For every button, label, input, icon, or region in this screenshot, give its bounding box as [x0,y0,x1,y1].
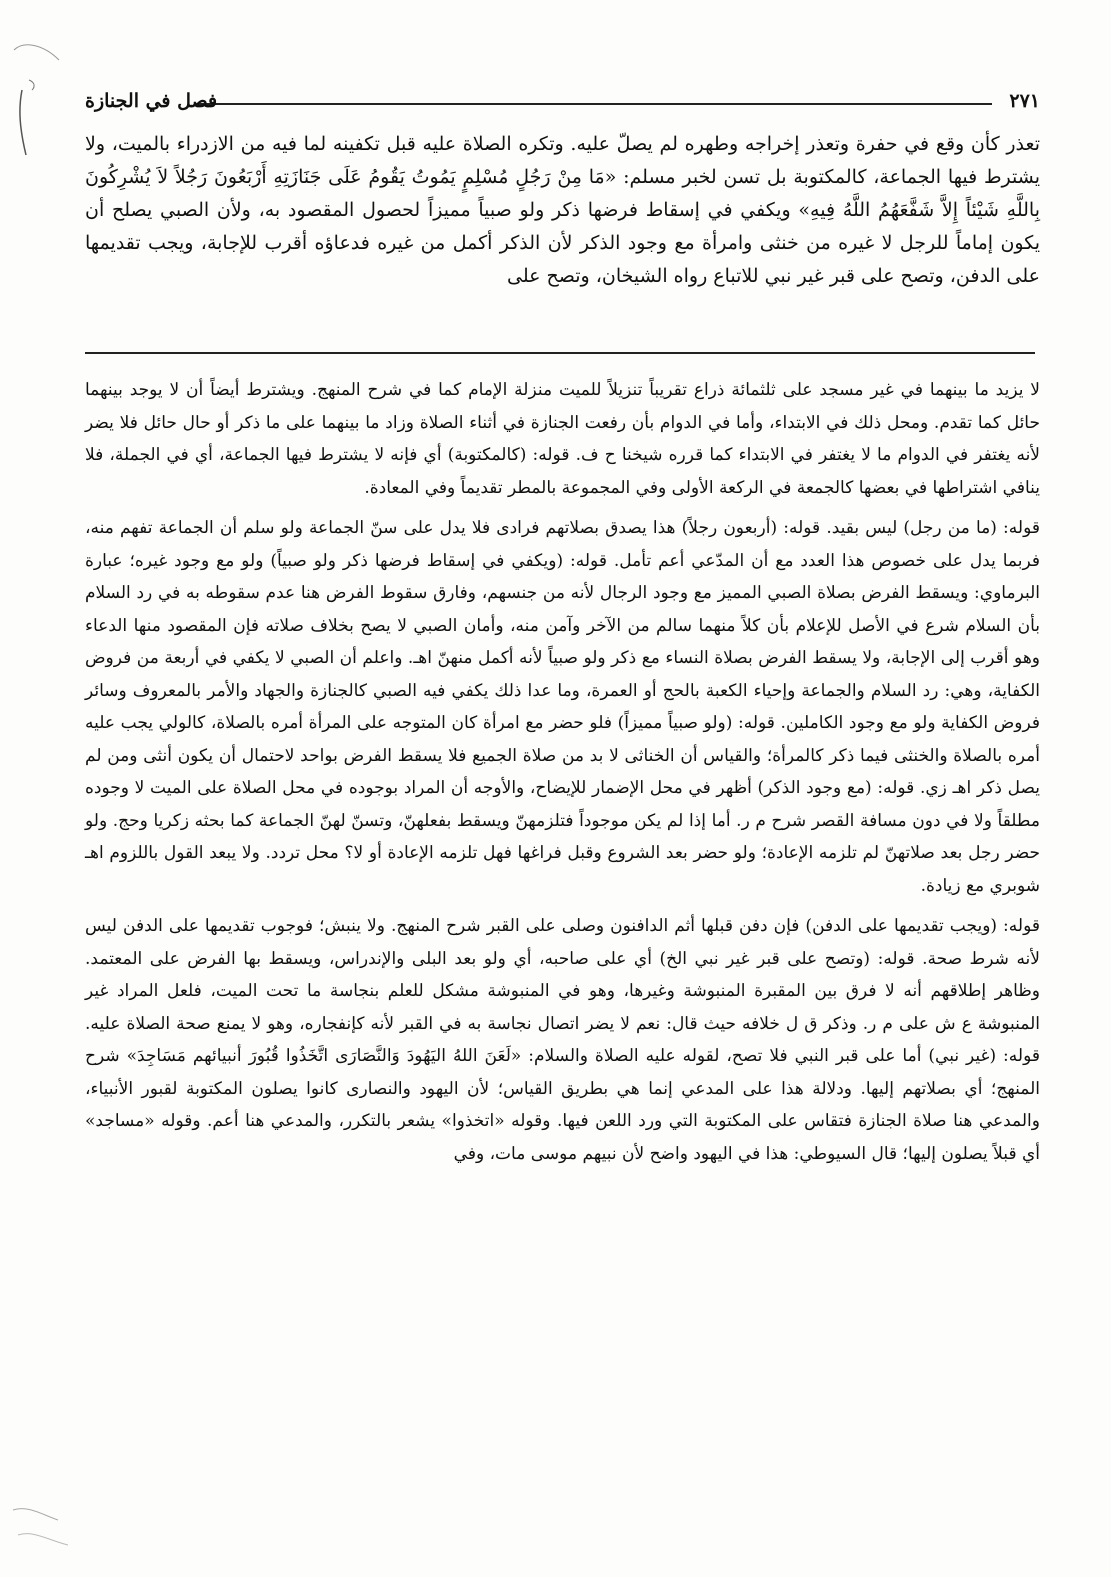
page-number: ٢٧١ [1009,90,1040,112]
page-header [85,90,1040,116]
scan-corner-mark [8,1490,78,1560]
chapter-title: فصل في الجنازة [85,90,218,112]
commentary-notes [85,374,1040,1174]
footnote-divider [85,352,1035,354]
main-text [85,128,1040,293]
main-paragraph: تعذر كأن وقع في حفرة وتعذر إخراجه وطهره لم يصلّ عليه. وتكره الصلاة عليه قبل تكفينه لما فيه من الازدراء بالميت، ولا يشترط فيها الجماعة، كالمكتوبة بل تسن لخبر مسلم: «مَا مِنْ رَجُلٍ مُسْلِمٍ يَمُوتُ يَقُومُ عَلَى جَنَازَتِهِ أَرْبَعُونَ رَجُلاً لاَ يُشْرِكُونَ بِاللَّهِ شَيْئاً إِلاَّ شَفَّعَهُمُ اللَّهُ فِيهِ» ويكفي في إسقاط فرضها ذكر ولو صبياً مميزاً لحصول المقصود به، ولأن الصبي يصلح أن يكون إماماً للرجل لا غيره من خنثى وامرأة مع وجود الذكر لأن الذكر أكمل من غيره فدعاؤه أقرب للإجابة، ويجب تقديمها على الدفن، وتصح على قبر غير نبي للاتباع رواه الشيخان، وتصح على [85,133,1040,287]
header-rule [195,103,992,105]
scan-edge-mark [4,20,64,160]
note-paragraph-2: قوله: (ما من رجل) ليس بقيد. قوله: (أربعون رجلاً) هذا يصدق بصلاتهم فرادى فلا يدل على سنّ الجماعة ولو سلم أن الجماعة تفهم منه، فربما يدل على خصوص هذا العدد مع أن المدّعي أعم تأمل. قوله: (ويكفي في إسقاط فرضها ذكر ولو صبياً) ولو مع وجود غيره؛ عبارة البرماوي: ويسقط الفرض بصلاة الصبي المميز مع وجود الرجال لأنه من جنسهم، وفارق سقوط الفرض هنا عدم سقوطه به في رد السلام بأن السلام شرع في الأصل للإعلام بأن كلاً منهما سالم من الآخر وآمن منه، وأمان الصبي لا يصح بخلاف صلاته فإن المقصود منها الدعاء وهو أقرب إلى الإجابة، ولا يسقط الفرض بصلاة النساء مع ذكر ولو صبياً لأنه أكمل منهنّ اهـ. واعلم أن الصبي لا يكفي في أربعة من فروض الكفاية، وهي: رد السلام والجماعة وإحياء الكعبة بالحج أو العمرة، وما عدا ذلك يكفي فيه الصبي كالجنازة والجهاد والأمر بالمعروف وسائر فروض الكفاية ولو مع وجود الكاملين. قوله: (ولو صبياً مميزاً) فلو حضر مع امرأة كان المتوجه على المرأة أمره بالصلاة، كالولي يجب عليه أمره بالصلاة والخنثى فيما ذكر كالمرأة؛ والقياس أن الخناثى لا بد من صلاة الجميع فلا يسقط الفرض بواحد لاحتمال أن يكون أنثى ومن لم يصل ذكر اهـ زي. قوله: (مع وجود الذكر) أظهر في محل الإضمار للإيضاح، والأوجه أن المراد بوجوده في محل الصلاة على الميت لا وجوده مطلقاً ولا في دون مسافة القصر شرح م ر. أما إذا لم يكن موجوداً فتلزمهنّ ويسقط بفعلهنّ، وتسنّ لهنّ الجماعة كما بحثه زكريا وحج. ولو حضر رجل بعد صلاتهنّ لم تلزمه الإعادة؛ ولو حضر بعد الشروع وقبل فراغها فهل تلزمه الإعادة أو لا؟ محل تردد. ولا يبعد القول باللزوم اهـ شوبري مع زيادة. [85,518,1040,896]
note-paragraph-1: لا يزيد ما بينهما في غير مسجد على ثلثمائة ذراع تقريباً تنزيلاً للميت منزلة الإمام كما في شرح المنهج. ويشترط أيضاً أن لا يوجد بينهما حائل كما تقدم. ومحل ذلك في الابتداء، وأما في الدوام بأن رفعت الجنازة في أثناء الصلاة وزاد ما بينهما على ما ذكر أو حال حائل فلا يضر لأنه يغتفر في الدوام ما لا يغتفر في الابتداء كما قرره شيخنا ح ف. قوله: (كالمكتوبة) أي فإنه لا يشترط فيها الجماعة، أي في الجملة، فلا ينافي اشتراطها في بعضها كالجمعة في الركعة الأولى وفي المجموعة بالمطر تقديماً وفي المعادة. [85,380,1040,498]
note-paragraph-3: قوله: (ويجب تقديمها على الدفن) فإن دفن قبلها أثم الدافنون وصلى على القبر شرح المنهج. ولا ينبش؛ فوجوب تقديمها على الدفن ليس لأنه شرط صحة. قوله: (وتصح على قبر غير نبي الخ) أي على صاحبه، أي ولو بعد البلى والإندراس، ويسقط بها الفرض على المعتمد. وظاهر إطلاقهم أنه لا فرق بين المقبرة المنبوشة وغيرها، وهو في المنبوشة مشكل للعلم بنجاسة ما تحت الميت، فلعل المراد غير المنبوشة ع ش على م ر. وذكر ق ل خلافه حيث قال: نعم لا يضر اتصال نجاسة به في القبر لأنه كإنفجاره، وهو لا يمنع صحة الصلاة عليه. قوله: (غير نبي) أما على قبر النبي فلا تصح، لقوله عليه الصلاة والسلام: «لَعَنَ اللهُ اليَهُودَ وَالنَّصَارَى اتَّخَذُوا قُبُورَ أنبيائهم مَسَاجِدَ» شرح المنهج؛ أي بصلاتهم إليها. ودلالة هذا على المدعي إنما هي بطريق القياس؛ لأن اليهود والنصارى كانوا يصلون المكتوبة لقبور الأنبياء، والمدعي هنا صلاة الجنازة فتقاس على المكتوبة التي ورد اللعن فيها. وقوله «اتخذوا» يشعر بالتكرر، والمدعي هنا أعم. وقوله «مساجد» أي قبلاً يصلون إليها؛ قال السيوطي: هذا في اليهود واضح لأن نبيهم موسى مات، وفي [85,916,1040,1164]
